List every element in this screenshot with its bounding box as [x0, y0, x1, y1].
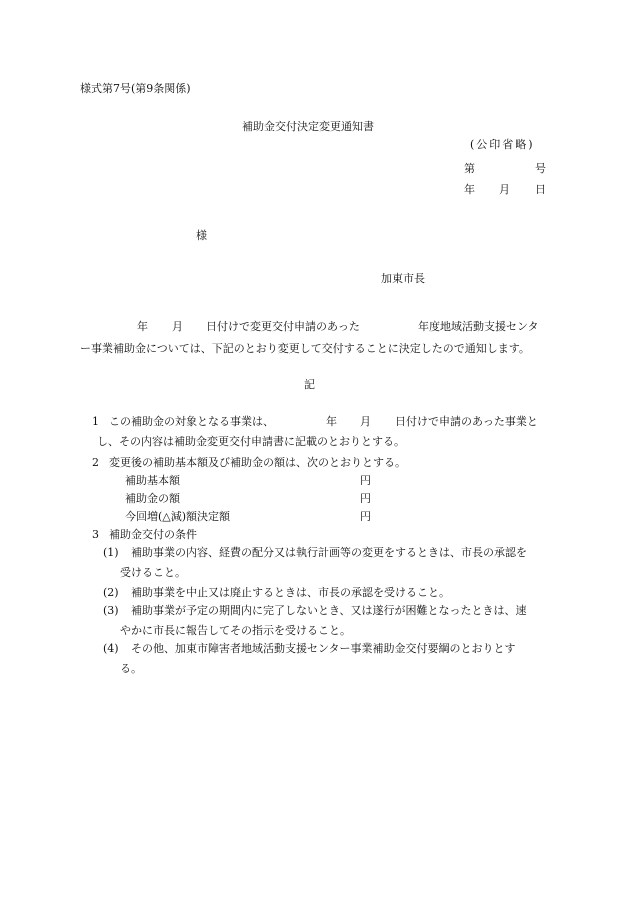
date-month: 月	[499, 183, 510, 196]
body-year: 年	[137, 320, 148, 333]
amount-unit-subsidy: 円	[360, 492, 371, 505]
item-1-tail: 日付けで申請のあった事業と	[395, 415, 538, 428]
ki-heading: 記	[304, 378, 315, 391]
number-prefix: 第	[464, 162, 475, 175]
condition-number: (1)	[103, 546, 119, 559]
condition-line-2: る。	[120, 662, 142, 675]
document-title: 補助金交付決定変更通知書	[242, 120, 374, 133]
condition-number: (2)	[103, 586, 119, 599]
condition-number: (3)	[103, 604, 119, 617]
condition-line-2: 受けること。	[120, 566, 186, 579]
body-tail: 年度地域活動支援センタ	[418, 320, 539, 333]
form-number: 様式第7号(第9条関係)	[80, 82, 191, 95]
body-text: 日付けで変更交付申請のあった	[206, 320, 360, 333]
amount-label-change: 今回増(△減)額決定額	[125, 510, 231, 523]
condition-line-2: やかに市長に報告してその指示を受けること。	[120, 624, 351, 637]
item-1-continuation: し、その内容は補助金変更交付申請書に記載のとおりとする。	[97, 435, 405, 448]
date-day: 日	[535, 183, 546, 196]
amount-label-base: 補助基本額	[125, 474, 180, 487]
condition-line-1: 補助事業の内容、経費の配分又は執行計画等の変更をするときは、市長の承認を	[131, 546, 527, 559]
issuer: 加東市長	[381, 272, 425, 285]
number-suffix: 号	[535, 162, 546, 175]
date-year: 年	[464, 183, 475, 196]
item-1-year: 年	[326, 415, 337, 428]
addressee-suffix: 様	[196, 229, 207, 242]
item-2-number: 2	[92, 456, 99, 469]
condition-line-1: 補助事業を中止又は廃止するときは、市長の承認を受けること。	[131, 586, 450, 599]
item-3-text: 補助金交付の条件	[109, 528, 197, 541]
body-line-2: ー事業補助金については、下記のとおり変更して交付することに決定したので通知します。	[80, 342, 530, 355]
condition-line-1: その他、加東市障害者地域活動支援センター事業補助金交付要綱のとおりとす	[131, 642, 516, 655]
amount-unit-base: 円	[360, 474, 371, 487]
body-month: 月	[172, 320, 183, 333]
amount-unit-change: 円	[360, 510, 371, 523]
seal-note: (公印省略)	[470, 138, 535, 151]
item-3-number: 3	[92, 528, 99, 541]
condition-line-1: 補助事業が予定の期間内に完了しないとき、又は遂行が困難となったときは、速	[131, 604, 527, 617]
amount-label-subsidy: 補助金の額	[125, 492, 180, 505]
item-2-text: 変更後の補助基本額及び補助金の額は、次のとおりとする。	[109, 456, 406, 469]
item-1-month: 月	[360, 415, 371, 428]
item-1-number: 1	[92, 415, 99, 428]
condition-number: (4)	[103, 642, 119, 655]
item-1-lead: この補助金の対象となる事業は、	[109, 415, 274, 428]
